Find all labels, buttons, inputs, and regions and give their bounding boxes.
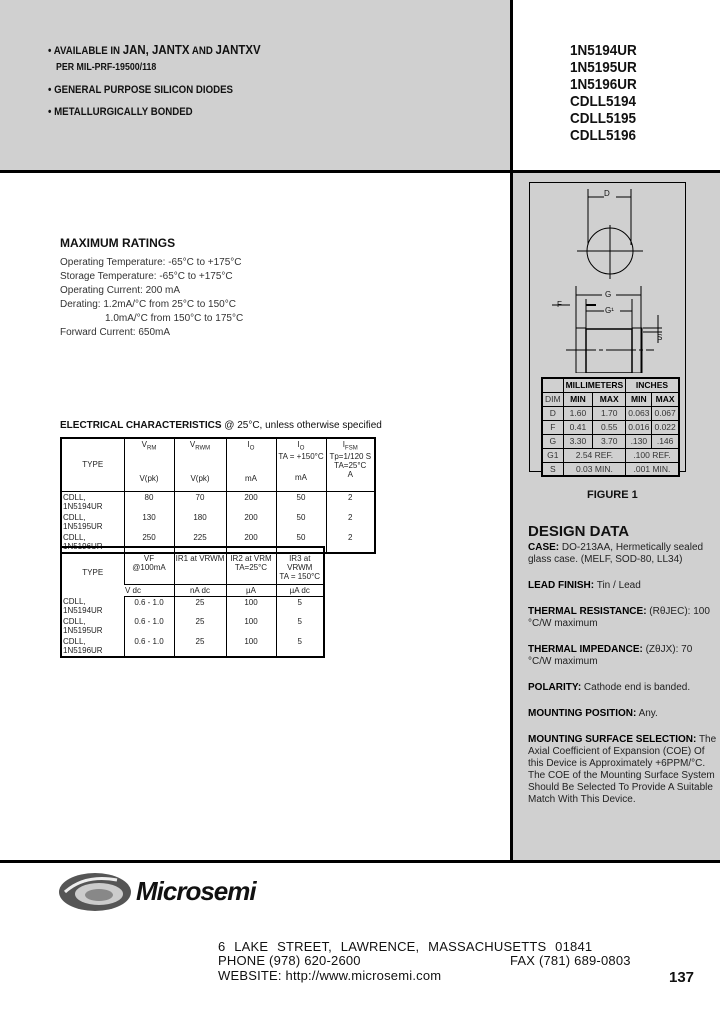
table-row	[542, 406, 679, 420]
table-cell: MAX	[652, 392, 679, 406]
table-row	[61, 491, 375, 512]
table-cell: 0.6 - 1.0	[124, 596, 174, 616]
table-row	[542, 434, 679, 448]
rating-line: 1.0mA/°C from 150°C to 175°C	[105, 313, 244, 324]
table-cell: MIN	[626, 392, 652, 406]
table-cell: 0.41	[563, 420, 593, 434]
footer-phone: PHONE (978) 620-2600	[218, 953, 361, 968]
table-cell: CDLL, 1N5195UR	[63, 617, 103, 635]
feature-mil: PER MIL-PRF-19500/118	[56, 62, 157, 73]
design-item: THERMAL RESISTANCE: (RθJEC): 100 °C/W maximum	[528, 606, 710, 629]
elec-title: ELECTRICAL CHARACTERISTICS @ 25°C, unless otherwise specified	[60, 420, 382, 431]
diode-outline-drawing	[530, 183, 685, 373]
col-vrm: $V_{RM}$ V(pk)	[124, 438, 174, 491]
footer-website[interactable]: WEBSITE: http://www.microsemi.com	[218, 968, 442, 983]
table-cell: 0.6 - 1.0	[124, 636, 174, 657]
table-cell: F	[542, 420, 563, 434]
part-number: 1N5195UR	[570, 59, 637, 76]
table-cell: 50	[276, 491, 326, 512]
col-ir3: IR3 at VRWM TA = 150°C	[276, 547, 324, 584]
col-io: $I_O$ mA	[226, 438, 276, 491]
table-cell: 50	[276, 532, 326, 553]
table-cell: 25	[174, 636, 226, 657]
table-cell: 0.03 MIN.	[563, 462, 626, 476]
table-cell: 2	[326, 491, 375, 512]
table-cell: µA	[226, 584, 276, 596]
rating-line: Operating Current: 200 mA	[60, 285, 181, 296]
rating-line: Storage Temperature: -65°C to +175°C	[60, 271, 233, 282]
dim-label-s: S	[657, 333, 663, 342]
table-cell: 1.60	[563, 406, 593, 420]
table-row	[61, 512, 375, 532]
table-cell: CDLL, 1N5194UR	[63, 597, 103, 615]
col-type: TYPE	[82, 567, 104, 577]
rating-line: Operating Temperature: -65°C to +175°C	[60, 257, 242, 268]
table-cell: 25	[174, 596, 226, 616]
col-ir1: IR1 at VRWM	[174, 547, 226, 584]
table-cell: 0.016	[626, 420, 652, 434]
table-cell: 100	[226, 616, 276, 636]
table-cell: 50	[276, 512, 326, 532]
table-cell: 5	[276, 636, 324, 657]
table-cell: 0.022	[652, 420, 679, 434]
table-cell: MIN	[563, 392, 593, 406]
figure-caption: FIGURE 1	[587, 489, 638, 501]
part-number: CDLL5196	[570, 127, 637, 144]
dim-label-g1: G¹	[605, 306, 614, 315]
col-vrwm: $V_{RWM}$ V(pk)	[174, 438, 226, 491]
table-cell: 200	[226, 512, 276, 532]
table-cell: CDLL, 1N5195UR	[63, 512, 103, 531]
table-cell: DIM	[542, 392, 563, 406]
table-cell: 1.70	[593, 406, 626, 420]
table-cell: INCHES	[626, 378, 679, 392]
max-ratings-title: MAXIMUM RATINGS	[60, 236, 176, 250]
table-cell: CDLL, 1N5196UR	[63, 637, 103, 655]
dim-label-f: F	[557, 300, 562, 309]
microsemi-logo-icon	[55, 870, 135, 914]
table-cell: D	[542, 406, 563, 420]
divider	[510, 0, 513, 862]
col-ifsm: $I_{FSM}$ Tp=1/120 S TA=25°C A	[326, 438, 375, 491]
design-data-title: DESIGN DATA	[528, 523, 630, 540]
table-cell: 2.54 REF.	[563, 448, 626, 462]
design-item: MOUNTING SURFACE SELECTION: The Axial Coefficient of Expansion (COE) Of this Device is Approximately +6PPM/°C. The COE of the Mounting Surface System Should Be Selected To Provide A Suitable Match With This Device.	[528, 734, 717, 805]
table-cell: 130	[124, 512, 174, 532]
table-cell: 250	[124, 532, 174, 553]
table-cell: 2	[326, 512, 375, 532]
table-cell: CDLL, 1N5196UR	[63, 532, 103, 551]
table-cell: 200	[226, 491, 276, 512]
table-cell: 100	[226, 596, 276, 616]
rating-line: Derating: 1.2mA/°C from 25°C to 150°C	[60, 299, 236, 310]
table-cell: 180	[174, 512, 226, 532]
table-cell: MAX	[593, 392, 626, 406]
col-ir2: IR2 at VRM TA=25°C	[226, 547, 276, 584]
table-cell: 0.063	[626, 406, 652, 420]
table-cell: .130	[626, 434, 652, 448]
table-cell: V dc	[124, 584, 174, 596]
table-row	[542, 462, 679, 476]
table-cell: G	[542, 434, 563, 448]
part-numbers	[570, 42, 637, 144]
table-cell: µA dc	[276, 584, 324, 596]
feature-general: • GENERAL PURPOSE SILICON DIODES	[48, 84, 234, 96]
table-cell: 200	[226, 532, 276, 553]
divider	[0, 860, 720, 863]
feature-bonded: • METALLURGICALLY BONDED	[48, 106, 193, 118]
table-row	[542, 420, 679, 434]
col-io-150: $I_O$ TA = +150°C mA	[276, 438, 326, 491]
table-cell: 5	[276, 616, 324, 636]
part-number: 1N5194UR	[570, 42, 637, 59]
dimensions-table	[541, 377, 680, 477]
design-item: THERMAL IMPEDANCE: (ZθJX): 70 °C/W maximum	[528, 644, 693, 667]
part-number: CDLL5195	[570, 110, 637, 127]
footer-fax: FAX (781) 689-0803	[510, 953, 631, 968]
table-cell	[542, 378, 563, 392]
table-row	[61, 636, 324, 657]
table-cell: S	[542, 462, 563, 476]
table-cell: 3.70	[593, 434, 626, 448]
col-type: TYPE	[61, 438, 124, 491]
footer-address: 6 LAKE STREET, LAWRENCE, MASSACHUSETTS 01841	[218, 939, 593, 954]
design-item: CASE: DO-213AA, Hermetically sealed glass case. (MELF, SOD-80, LL34)	[528, 542, 704, 565]
max-ratings-list	[60, 256, 243, 340]
dim-label-g: G	[605, 290, 612, 299]
part-number: 1N5196UR	[570, 76, 637, 93]
table-cell: G1	[542, 448, 563, 462]
table-cell: 0.55	[593, 420, 626, 434]
design-data-list	[528, 542, 718, 806]
table-cell: 225	[174, 532, 226, 553]
part-number: CDLL5194	[570, 93, 637, 110]
dim-label-d: D	[604, 189, 610, 198]
table-cell: .100 REF.	[626, 448, 679, 462]
col-vf: VF @100mA	[124, 547, 174, 584]
table-row	[61, 596, 324, 616]
divider	[0, 170, 720, 173]
table-cell: 80	[124, 491, 174, 512]
design-item: LEAD FINISH: Tin / Lead	[528, 580, 641, 591]
elec-table-2	[60, 546, 325, 658]
table-cell: nA dc	[174, 584, 226, 596]
elec-table-1	[60, 437, 376, 554]
table-cell: 25	[174, 616, 226, 636]
table-cell: CDLL, 1N5194UR	[63, 492, 103, 511]
table-cell: .001 MIN.	[626, 462, 679, 476]
table-cell: 0.6 - 1.0	[124, 616, 174, 636]
page-number: 137	[669, 969, 695, 986]
design-item: MOUNTING POSITION: Any.	[528, 708, 658, 719]
table-cell: 100	[226, 636, 276, 657]
design-item: POLARITY: Cathode end is banded.	[528, 682, 691, 693]
table-cell: 2	[326, 532, 375, 553]
table-cell: 0.067	[652, 406, 679, 420]
table-cell: MILLIMETERS	[563, 378, 626, 392]
microsemi-logo-text: Microsemi	[136, 876, 256, 906]
table-cell: 70	[174, 491, 226, 512]
table-row	[542, 448, 679, 462]
table-cell: 3.30	[563, 434, 593, 448]
table-row	[61, 616, 324, 636]
table-cell: .146	[652, 434, 679, 448]
rating-line: Forward Current: 650mA	[60, 327, 171, 338]
table-cell: 5	[276, 596, 324, 616]
feature-availability: • AVAILABLE IN JAN, JANTX AND JANTXV	[48, 42, 261, 57]
